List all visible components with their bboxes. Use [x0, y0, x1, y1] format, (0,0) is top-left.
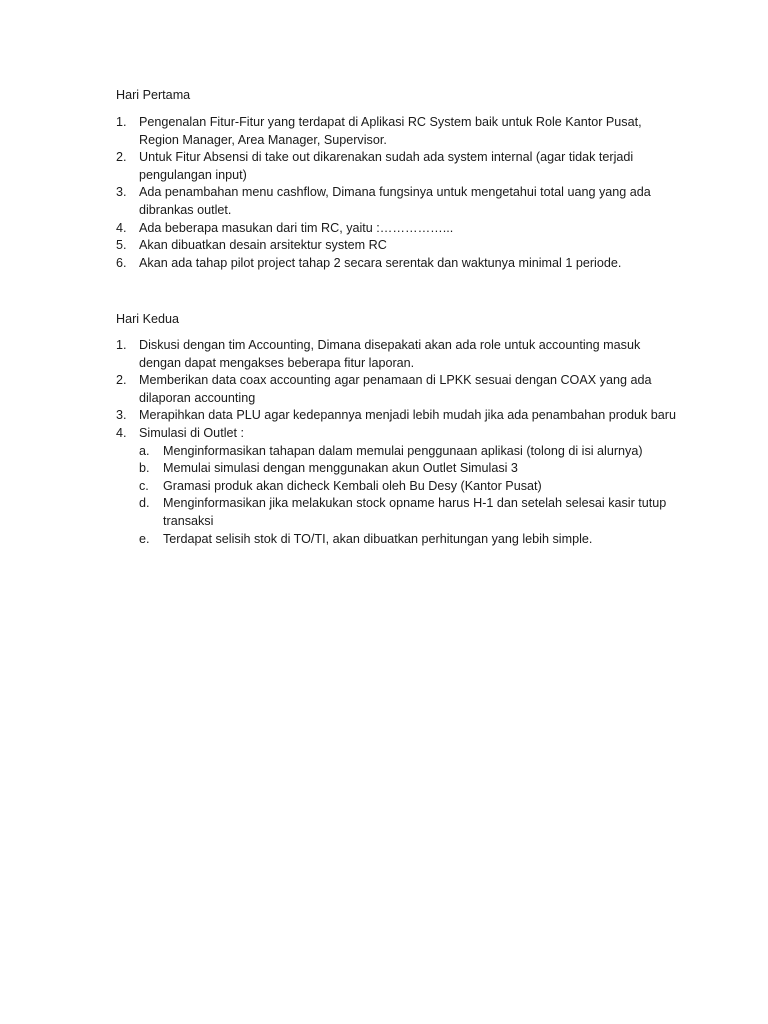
list-item-text: Simulasi di Outlet :	[139, 425, 244, 440]
list-item	[116, 255, 676, 273]
sublist-letter: a.	[139, 443, 150, 458]
list-item	[116, 425, 676, 548]
list-item-text: Pengenalan Fitur-Fitur yang terdapat di Aplikasi RC System baik untuk Role Kantor Pusat, Region Manager, Area Manager, Supervisor.	[139, 115, 642, 147]
sublist-item-text: Menginformasikan jika melakukan stock opname harus H-1 dan setelah selesai kasir tutup transaksi	[163, 496, 667, 528]
list-item-text: Merapihkan data PLU agar kedepannya menjadi lebih mudah jika ada penambahan produk baru	[139, 408, 676, 423]
simulation-sublist	[139, 443, 676, 549]
sublist-letter: c.	[139, 478, 149, 493]
sublist-letter: d.	[139, 496, 150, 511]
list-item-text: Untuk Fitur Absensi di take out dikarenakan sudah ada system internal (agar tidak terjadi pengulangan input)	[139, 150, 634, 182]
day1-list	[116, 114, 676, 272]
list-number: 4.	[116, 220, 127, 235]
list-item	[116, 184, 676, 219]
list-number: 6.	[116, 255, 127, 270]
list-item	[116, 337, 676, 372]
list-item	[116, 220, 676, 238]
list-item-text: Akan ada tahap pilot project tahap 2 secara serentak dan waktunya minimal 1 periode.	[139, 255, 622, 270]
list-number: 4.	[116, 425, 127, 440]
heading-day1: Hari Pertama	[116, 88, 191, 102]
day2-list	[116, 337, 676, 548]
sublist-item	[139, 443, 676, 461]
sublist-letter: e.	[139, 531, 150, 546]
sublist-item-text: Menginformasikan tahapan dalam memulai penggunaan aplikasi (tolong di isi alurnya)	[163, 443, 643, 458]
list-number: 2.	[116, 150, 127, 165]
heading-day2: Hari Kedua	[116, 312, 180, 326]
list-item-text: Memberikan data coax accounting agar penamaan di LPKK sesuai dengan COAX yang ada dilaporan accounting	[139, 373, 652, 405]
list-item-text: Ada beberapa masukan dari tim RC, yaitu :……………...	[139, 220, 454, 235]
list-item	[116, 149, 676, 184]
list-number: 1.	[116, 338, 127, 352]
sublist-item-text: Terdapat selisih stok di TO/TI, akan dibuatkan perhitungan yang lebih simple.	[163, 531, 593, 546]
list-number: 1.	[116, 115, 127, 129]
sublist-item	[139, 531, 676, 549]
list-item	[116, 372, 676, 407]
list-item	[116, 237, 676, 255]
list-item-text: Ada penambahan menu cashflow, Dimana fungsinya untuk mengetahui total uang yang ada dibrankas outlet.	[139, 185, 651, 217]
sublist-item-text: Memulai simulasi dengan menggunakan akun Outlet Simulasi 3	[163, 461, 518, 476]
list-item	[116, 114, 676, 149]
list-number: 3.	[116, 408, 127, 423]
list-item-text: Akan dibuatkan desain arsitektur system RC	[139, 238, 387, 253]
sublist-item	[139, 460, 676, 478]
sublist-letter: b.	[139, 461, 150, 476]
list-number: 5.	[116, 238, 127, 253]
list-number: 3.	[116, 185, 127, 200]
list-number: 2.	[116, 373, 127, 388]
sublist-item-text: Gramasi produk akan dicheck Kembali oleh Bu Desy (Kantor Pusat)	[163, 478, 542, 493]
list-item	[116, 407, 676, 425]
list-item-text: Diskusi dengan tim Accounting, Dimana disepakati akan ada role untuk accounting masuk dengan dapat mengakses beberapa fitur laporan.	[139, 338, 641, 370]
sublist-item	[139, 478, 676, 496]
sublist-item	[139, 495, 676, 530]
